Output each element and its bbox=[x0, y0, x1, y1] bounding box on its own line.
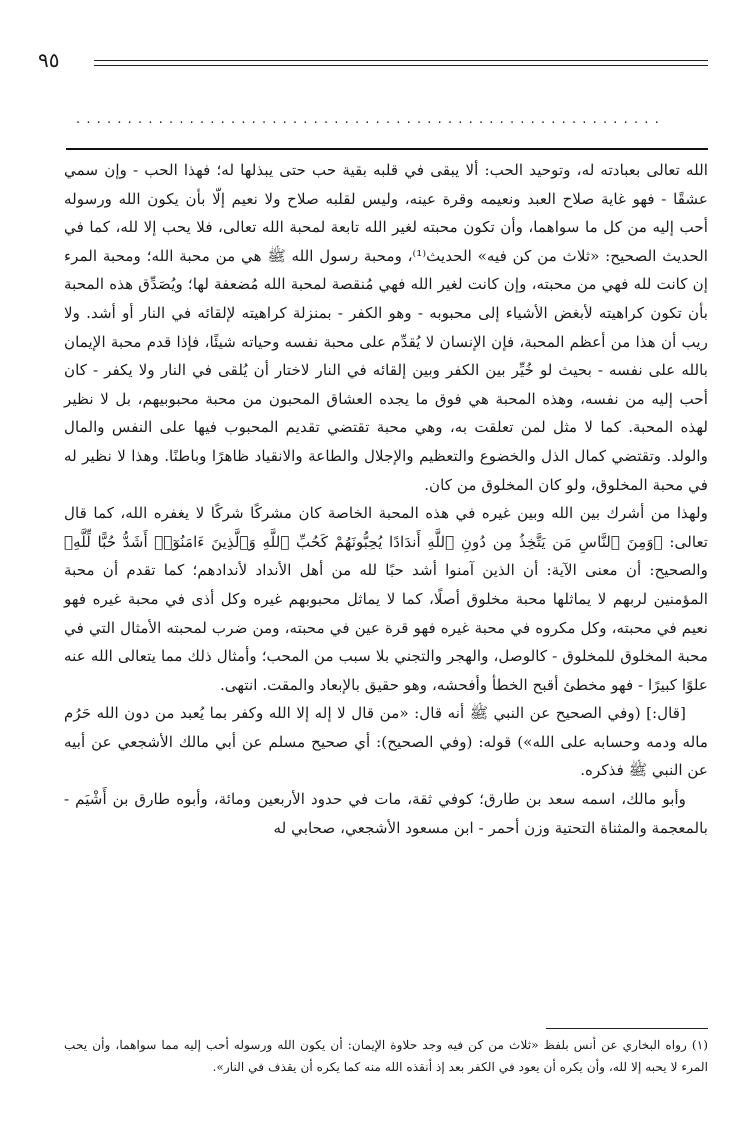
paragraph: وأبو مالك، اسمه سعد بن طارق؛ كوفي ثقة، مات في حدود الأربعين ومائة، وأبوه طارق بن أَشْيَم - بالمعجمة والمثناة التحتية وزن أحمر - ابن مسعود الأشجعي، صحابي له bbox=[64, 790, 708, 837]
main-text-rule bbox=[66, 148, 708, 150]
main-text bbox=[64, 156, 708, 842]
footnote-text: (١) رواه البخاري عن أنس بلفظ «ثلاث من كن فيه وجد حلاوة الإيمان: أن يكون الله ورسوله أحب إليه مما سواهما، وأن يحب المرء لا يحبه إلا لله، وأن يكره أن يعود في الكفر بعد إذ أنقذه الله منه كما يكره أن يقذف في النار». bbox=[64, 1038, 708, 1074]
footnote bbox=[64, 1034, 708, 1078]
paragraph: [قال:] (وفي الصحيح عن النبي ﷺ أنه قال: «من قال لا إله إلا الله وكفر بما يُعبد من دون الله حَرُم ماله ودمه وحسابه على الله») قوله: (وفي الصحيح): أي صحيح مسلم عن أبي مالك الأشجعي عن أبيه عن النبي ﷺ فذكره. bbox=[64, 704, 708, 780]
header-rule bbox=[94, 60, 708, 66]
dotted-separator: ......................................................... bbox=[76, 112, 665, 127]
paragraph: الله تعالى بعبادته له، وتوحيد الحب: ألا يبقى في قلبه بقية حب حتى يبذلها له؛ فهذا الحب - وإن سمي عشقًا - فهو غاية صلاح العبد ونعيمه وقرة عينه، وليس لقلبه صلاح ولا نعيم إلّا بأن يكون الله ورسوله أحب إليه من كل ما سواهما، وأن تكون محبته لغير الله تابعة لمحبة الله تعالى، فلا يحب إلا لله، كما في الحديث الصحيح: «ثلاث من كن فيه» الحديث⁽¹⁾، ومحبة رسول الله ﷺ هي من محبة الله؛ ومحبة المرء إن كانت لله فهي من محبته، وإن كانت لغير الله فهي مُنقصة لمحبة الله مُضعفة لها؛ ويُصَدِّق هذه المحبة بأن تكون كراهيته لأبغض الأشياء إلى محبوبه - وهو الكفر - بمنزلة كراهيته لإلقائه في النار أو أشد. ولا ريب أن هذا من أعظم المحبة، فإن الإنسان لا يُقدِّم على محبة نفسه وحياته شيئًا، فإذا قدم محبة الإيمان بالله على نفسه - بحيث لو خُيِّر بين الكفر وبين إلقائه في النار لاختار أن يُلقى في النار ولا يكفر - كان أحب إليه من نفسه، وهذه المحبة هي فوق ما يجده العشاق المحبون من محبة محبوبيهم، بل لا نظير لهذه المحبة. كما لا مثل لمن تعلقت به، وهي محبة تقتضي تقديم المحبوب فيها على النفس والمال والولد. وتقتضي كمال الذل والخضوع والتعظيم والإجلال والطاعة والانقياد ظاهرًا وباطنًا. وهذا لا نظير له في محبة المخلوق، ولو كان المخلوق من كان. bbox=[64, 161, 709, 494]
paragraph: ولهذا من أشرك بين الله وبين غيره في هذه المحبة الخاصة كان مشركًا شركًا لا يغفره الله، كما قال تعالى: ﴿وَمِنَ ٱلنَّاسِ مَن يَتَّخِذُ مِن دُونِ ٱللَّهِ أَندَادًا يُحِبُّونَهُمْ كَحُبِّ ٱللَّهِ وَٱلَّذِينَ ءَامَنُوٓا۟ أَشَدُّ حُبًّا لِّلَّهِ﴾ والصحيح: أن معنى الآية: أن الذين آمنوا أشد حبًا لله من أهل الأنداد لأندادهم؛ كما تقدم أن محبة المؤمنين لربهم لا يماثلها محبة مخلوق أصلًا، كما لا يماثل محبوبهم غيره وكل أذى في محبة غيره فهو نعيم في محبته، وكل مكروه في محبة غيره فهو قرة عين في محبته، ومن ضرب لمحبته الأمثال التي في محبة المخلوق للمخلوق - كالوصل، والهجر والتجني بلا سبب من المحب؛ وأمثال ذلك مما يتعالى الله عنه علوًا كبيرًا - فهو مخطئ أقبح الخطأ وأفحشه، وهو حقيق بالإبعاد والمقت. انتهى. bbox=[64, 504, 708, 694]
page-number: ٩٥ bbox=[38, 48, 60, 72]
footnote-rule bbox=[546, 1028, 708, 1029]
